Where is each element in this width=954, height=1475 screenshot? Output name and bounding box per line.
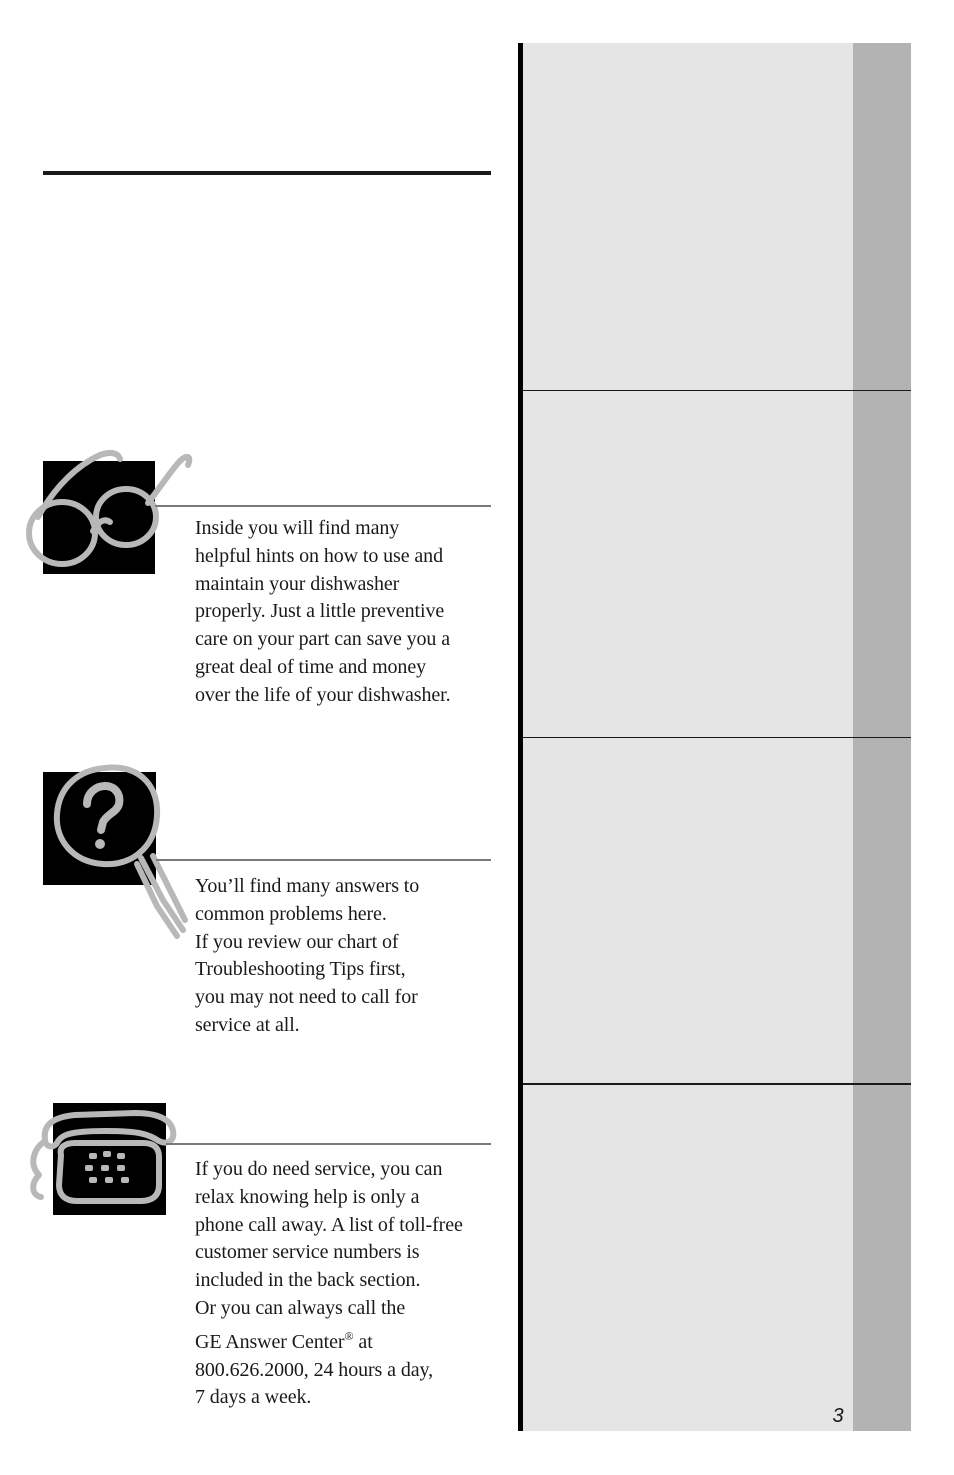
eyeglasses-icon (20, 445, 200, 580)
service-text (195, 1156, 495, 1412)
service-text-after: at 800.626.2000, 24 hours a day, 7 days a week. (195, 1330, 433, 1409)
answers-text: You’ll find many answers to common problems here. If you review our chart of Troubleshooting Tips first, you may not need to call for service at all. (195, 875, 420, 1036)
hints-text: Inside you will find many helpful hints on how to use and maintain your dishwasher properly. Just a little preventive care on your part can save you a great deal of time and money over the life of your dishwasher. (195, 517, 451, 706)
registered-trademark: ® (344, 1328, 354, 1343)
service-rule (166, 1143, 491, 1145)
tab-divider-2 (523, 737, 911, 738)
page-number: 3 (832, 1405, 844, 1427)
header-rule (43, 171, 491, 175)
tab-divider-3 (523, 1083, 911, 1085)
tab-divider-1 (523, 390, 911, 391)
service-text-before: If you do need service, you can relax knowing help is only a phone call away. A list of toll-free customer service numbers is included in the back section. Or you can always call the GE Answer Center (195, 1158, 463, 1353)
hints-rule (155, 505, 491, 507)
telephone-icon (25, 1105, 185, 1215)
magnifying-glass-question-icon (45, 760, 195, 940)
answers-rule (156, 859, 491, 861)
